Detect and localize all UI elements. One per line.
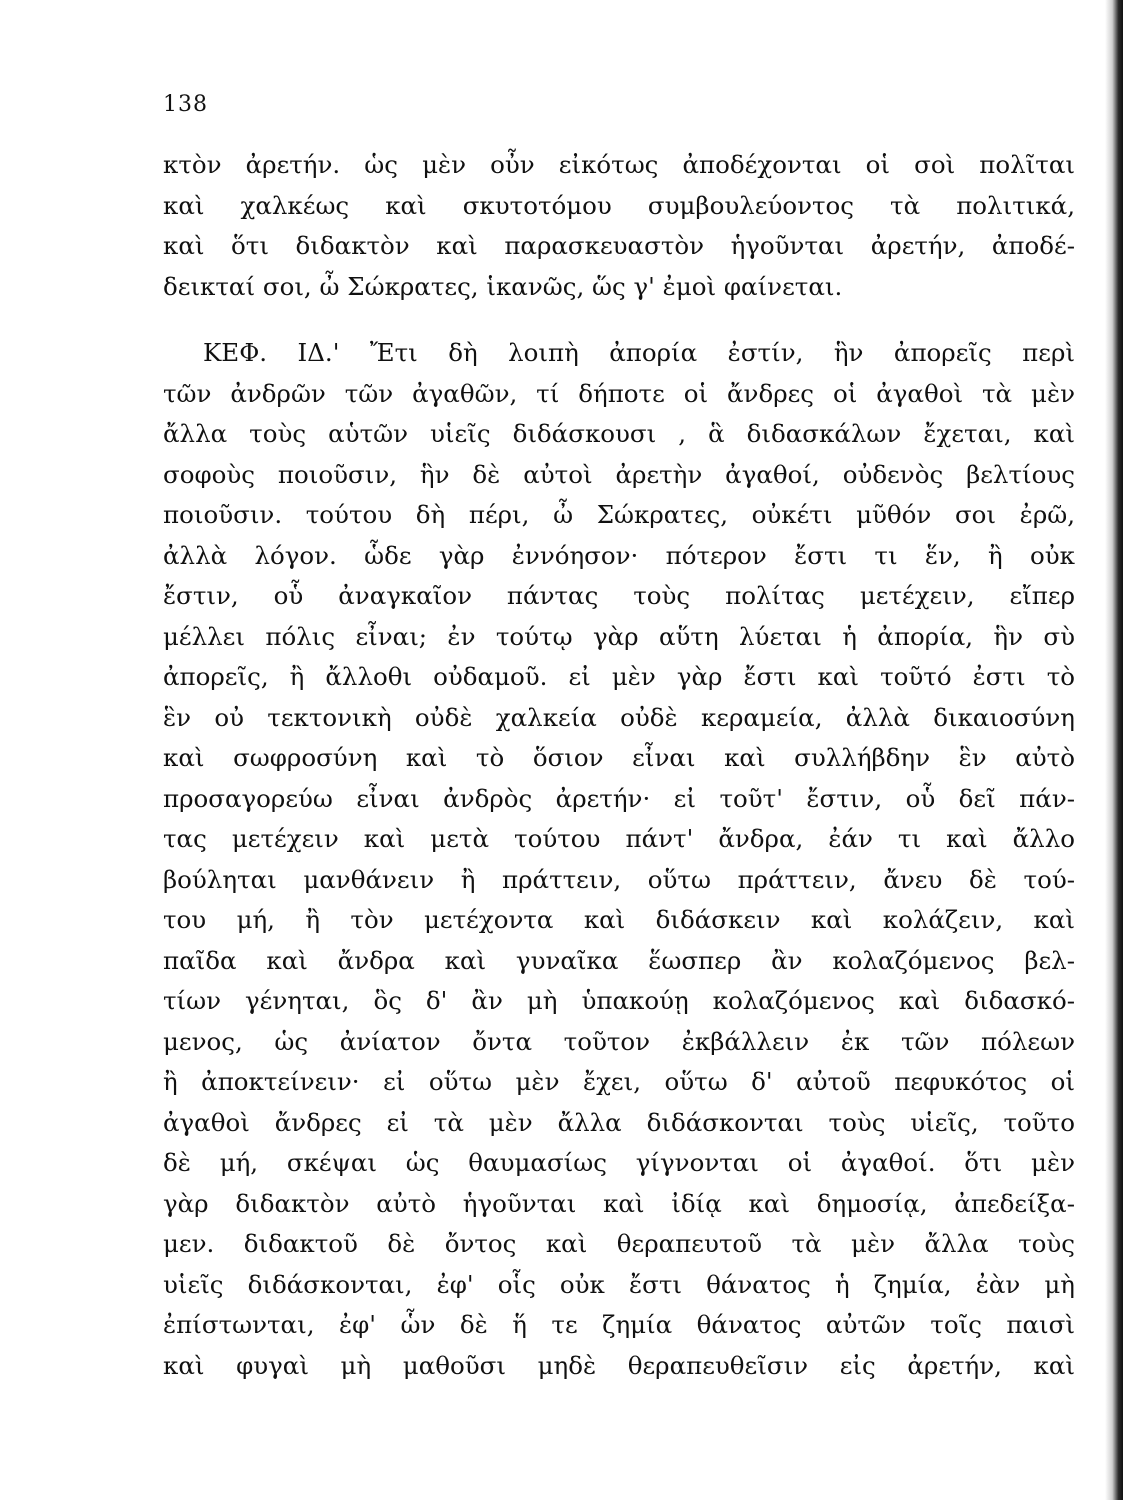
text-line: μέλλει πόλις εἶναι; ἐν τούτῳ γὰρ αὕτη λύεται ἡ ἀπορία, ἣν σὺ	[163, 621, 1075, 651]
text-line: μεν. διδακτοῦ δὲ ὄντος καὶ θεραπευτοῦ τὰ μὲν ἄλλα τοὺς	[163, 1229, 1075, 1258]
text-line: ἢ ἀποκτείνειν· εἰ οὕτω μὲν ἔχει, οὕτω δ' αὐτοῦ πεφυκότος οἱ	[163, 1067, 1075, 1096]
text-line: παῖδα καὶ ἄνδρα καὶ γυναῖκα ἕωσπερ ἂν κολαζόμενος βελ-	[163, 945, 1075, 975]
text-line: γὰρ διδακτὸν αὐτὸ ἡγοῦνται καὶ ἰδίᾳ καὶ δημοσίᾳ, ἀπεδείξα-	[163, 1188, 1075, 1218]
paragraph-2	[163, 333, 1075, 1386]
text-line: κτὸν ἀρετήν. ὡς μὲν οὖν εἰκότως ἀποδέχονται οἱ σοὶ πολῖται	[163, 150, 1075, 179]
text-line: ἄλλα τοὺς αὑτῶν υἱεῖς διδάσκουσι , ἃ διδασκάλων ἔχεται, καὶ	[163, 419, 1075, 448]
text-line: τας μετέχειν καὶ μετὰ τούτου πάντ' ἄνδρα, ἐάν τι καὶ ἄλλο	[163, 824, 1075, 853]
text-line: ἀγαθοὶ ἄνδρες εἰ τὰ μὲν ἄλλα διδάσκονται τοὺς υἱεῖς, τοῦτο	[163, 1107, 1075, 1137]
text-line: ἀπορεῖς, ἢ ἄλλοθι οὐδαμοῦ. εἰ μὲν γὰρ ἔστι καὶ τοῦτό ἐστι τὸ	[163, 662, 1075, 691]
text-line: ἓν οὐ τεκτονικὴ οὐδὲ χαλκεία οὐδὲ κεραμεία, ἀλλὰ δικαιοσύνη	[163, 702, 1075, 732]
text-line: δὲ μή, σκέψαι ὡς θαυμασίως γίγνονται οἱ ἀγαθοί. ὅτι μὲν	[163, 1148, 1075, 1177]
text-line: καὶ ὅτι διδακτὸν καὶ παρασκευαστὸν ἡγοῦνται ἀρετήν, ἀποδέ-	[163, 231, 1075, 260]
scan-edge-shadow	[1105, 0, 1123, 1500]
text-line: δεικταί σοι, ὦ Σώκρατες, ἱκανῶς, ὥς γ' ἐμοὶ φαίνεται.	[163, 271, 843, 301]
text-line: υἱεῖς διδάσκονται, ἐφ' οἷς οὐκ ἔστι θάνατος ἡ ζημία, ἐὰν μὴ	[163, 1269, 1075, 1299]
text-line: καὶ χαλκέως καὶ σκυτοτόμου συμβουλεύοντος τὰ πολιτικά,	[163, 190, 1075, 220]
text-line: ἐπίστωνται, ἐφ' ὧν δὲ ἥ τε ζημία θάνατος αὐτῶν τοῖς παισὶ	[163, 1310, 1075, 1339]
text-line: καὶ φυγαὶ μὴ μαθοῦσι μηδὲ θεραπευθεῖσιν εἰς ἀρετήν, καὶ	[163, 1350, 1075, 1380]
text-line: ἔστιν, οὗ ἀναγκαῖον πάντας τοὺς πολίτας μετέχειν, εἴπερ	[163, 581, 1075, 610]
text-line: βούληται μανθάνειν ἢ πράττειν, οὕτω πράττειν, ἄνευ δὲ τού-	[163, 864, 1075, 894]
page-text	[163, 145, 1075, 1386]
page-number: 138	[163, 92, 208, 117]
text-line: μενος, ὡς ἀνίατον ὄντα τοῦτον ἐκβάλλειν ἐκ τῶν πόλεων	[163, 1026, 1075, 1056]
text-line: τῶν ἀνδρῶν τῶν ἀγαθῶν, τί δήποτε οἱ ἄνδρες οἱ ἀγαθοὶ τὰ μὲν	[163, 378, 1075, 408]
text-line: ποιοῦσιν. τούτου δὴ πέρι, ὦ Σώκρατες, οὐκέτι μῦθόν σοι ἐρῶ,	[163, 500, 1075, 529]
paragraph-gap	[163, 307, 1075, 333]
text-line: τίων γένηται, ὃς δ' ἂν μὴ ὑπακούῃ κολαζόμενος καὶ διδασκό-	[163, 986, 1075, 1015]
text-line: του μή, ἢ τὸν μετέχοντα καὶ διδάσκειν καὶ κολάζειν, καὶ	[163, 905, 1075, 934]
text-line: καὶ σωφροσύνη καὶ τὸ ὅσιον εἶναι καὶ συλλήβδην ἓν αὐτὸ	[163, 743, 1075, 772]
paragraph-1	[163, 145, 1075, 307]
text-line: προσαγορεύω εἶναι ἀνδρὸς ἀρετήν· εἰ τοῦτ' ἔστιν, οὗ δεῖ πάν-	[163, 783, 1075, 813]
chapter-heading-line: ΚΕΦ. ΙΔ.' Ἔτι δὴ λοιπὴ ἀπορία ἐστίν, ἣν ἀπορεῖς περὶ	[203, 338, 1075, 367]
text-line: σοφοὺς ποιοῦσιν, ἣν δὲ αὐτοὶ ἀρετὴν ἀγαθοί, οὐδενὸς βελτίους	[163, 459, 1075, 489]
text-line: ἀλλὰ λόγον. ὧδε γὰρ ἐννόησον· πότερον ἔστι τι ἕν, ἢ οὐκ	[163, 540, 1075, 570]
